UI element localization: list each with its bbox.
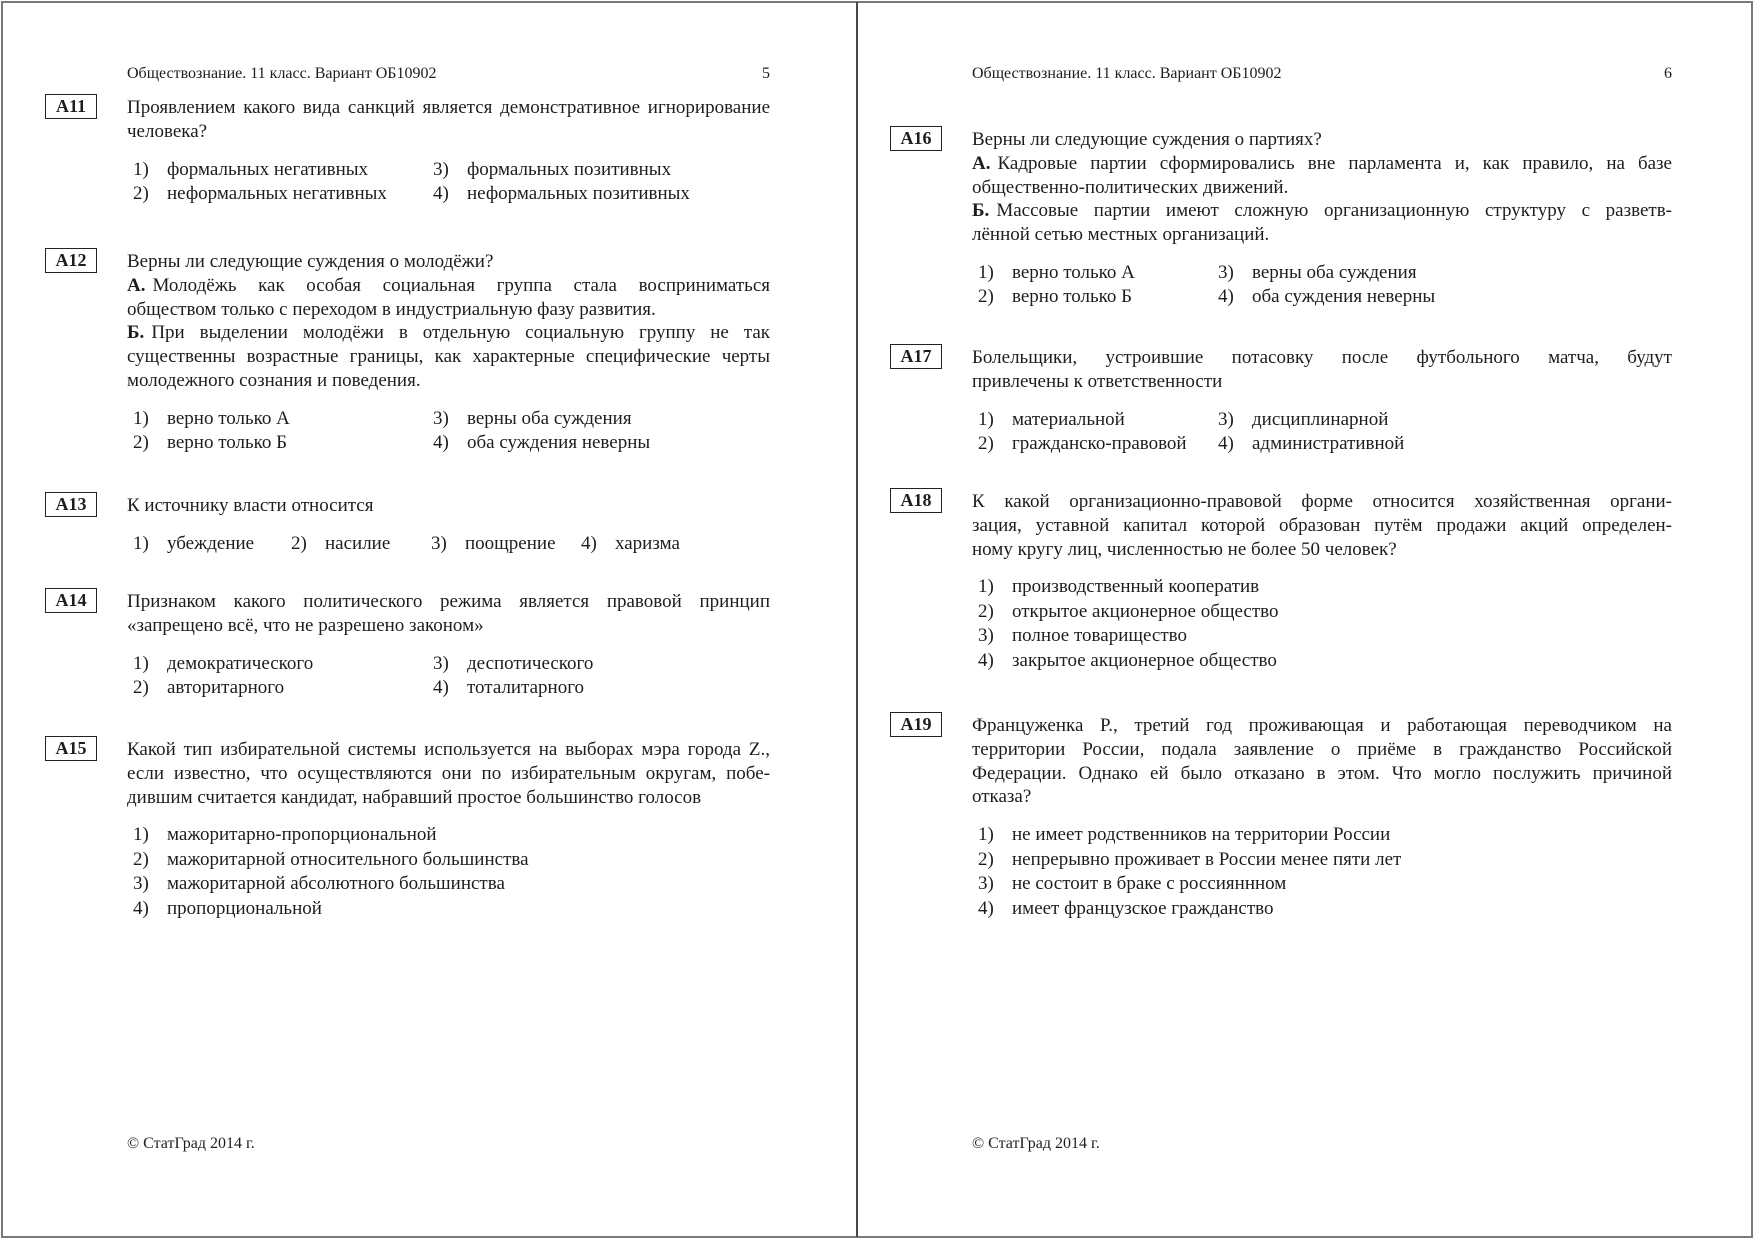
answer-options xyxy=(127,407,770,456)
question-block xyxy=(900,714,1672,921)
option-number: 3) xyxy=(431,532,447,554)
question-line-text: К источнику власти относится xyxy=(127,495,374,516)
page-header xyxy=(972,62,1672,86)
question-line-text: «запрещено всё, что не разрешено законом» xyxy=(127,614,484,636)
question-text-line xyxy=(127,345,770,369)
question-number-label: А17 xyxy=(900,346,932,366)
question-line-text: человека? xyxy=(127,120,208,142)
question-line-text: отказа? xyxy=(972,786,1032,808)
answer-option xyxy=(431,532,556,557)
question-block xyxy=(55,738,770,921)
option-number: 2) xyxy=(133,183,149,205)
option-label: непрерывно проживает в России менее пяти лет xyxy=(1012,848,1402,870)
question-line-text: лённой сетью местных организаций. xyxy=(972,224,1270,246)
option-label: гражданско-правовой xyxy=(1012,433,1187,455)
question-text xyxy=(972,346,1672,394)
option-number: 4) xyxy=(133,897,149,919)
option-label: верно только Б xyxy=(1012,286,1133,308)
question-text-line xyxy=(127,762,770,786)
option-number: 2) xyxy=(978,848,994,870)
option-number: 4) xyxy=(433,432,449,454)
option-label: верно только Б xyxy=(167,432,288,454)
option-label: мажоритарной относительного большинства xyxy=(167,848,529,870)
answer-option xyxy=(1218,432,1672,457)
answer-option xyxy=(433,407,770,432)
answer-option xyxy=(978,261,1218,286)
page-number: 5 xyxy=(762,65,770,82)
option-label: демократического xyxy=(167,652,314,674)
option-label: верно только А xyxy=(1012,261,1135,283)
options-row xyxy=(978,261,1672,286)
question-number-label: А15 xyxy=(55,738,87,758)
page-number: 6 xyxy=(1664,65,1672,82)
question-number-box xyxy=(45,588,97,613)
option-number: 3) xyxy=(978,873,994,895)
question-text xyxy=(972,128,1672,247)
question-text-line xyxy=(972,714,1672,738)
option-number: 3) xyxy=(433,158,449,180)
options-row xyxy=(978,649,1672,674)
answer-options xyxy=(127,652,770,701)
option-number: 1) xyxy=(133,158,149,180)
question-text xyxy=(127,738,770,809)
question-text xyxy=(972,714,1672,809)
options-row xyxy=(978,872,1672,897)
question-text-line xyxy=(127,494,770,518)
question-text-line xyxy=(127,120,770,144)
options-row xyxy=(978,600,1672,625)
question-number-box xyxy=(45,736,97,761)
page-header-title: Обществознание. 11 класс. Вариант ОБ10902 xyxy=(972,65,1282,82)
option-number: 3) xyxy=(133,873,149,895)
question-block xyxy=(55,250,770,456)
question-number-label: А11 xyxy=(55,96,86,116)
option-number: 3) xyxy=(978,625,994,647)
page-divider-line xyxy=(856,2,858,1237)
question-line-text: К какой организационно-правовой форме относится хозяйственная органи- xyxy=(972,491,1672,512)
question-line-text: молодежного сознания и поведения. xyxy=(127,369,421,391)
answer-options xyxy=(972,408,1672,457)
answer-options xyxy=(127,158,770,207)
option-number: 2) xyxy=(133,848,149,870)
option-label: неформальных позитивных xyxy=(467,183,690,205)
option-number: 3) xyxy=(1218,408,1234,430)
option-number: 3) xyxy=(433,407,449,429)
answer-option xyxy=(1218,261,1672,286)
option-number: 1) xyxy=(133,407,149,429)
question-text-line xyxy=(127,321,770,345)
option-number: 1) xyxy=(133,532,149,554)
option-label: тоталитарного xyxy=(467,677,585,699)
question-number-box xyxy=(890,126,942,151)
answer-option xyxy=(978,897,1274,922)
option-number: 4) xyxy=(978,897,994,919)
option-number: 4) xyxy=(433,677,449,699)
answer-options xyxy=(972,261,1672,310)
question-block xyxy=(900,128,1672,310)
question-text xyxy=(127,590,770,638)
option-number: 2) xyxy=(978,286,994,308)
answer-option xyxy=(133,532,254,557)
options-row xyxy=(133,823,770,848)
answer-option xyxy=(433,158,770,183)
option-label: деспотического xyxy=(467,652,594,674)
question-text-line xyxy=(972,538,1672,562)
answer-option xyxy=(433,652,770,677)
question-text-line xyxy=(972,490,1672,514)
answer-options xyxy=(127,823,770,921)
option-number: 3) xyxy=(433,652,449,674)
answer-option xyxy=(978,624,1187,649)
page-header-title: Обществознание. 11 класс. Вариант ОБ10902 xyxy=(127,65,437,82)
answer-option xyxy=(978,285,1218,310)
question-line-text: Молодёжь как особая социальная группа стала восприниматься xyxy=(152,274,770,296)
option-number: 1) xyxy=(133,824,149,846)
answer-option xyxy=(1218,408,1672,433)
option-number: 3) xyxy=(1218,261,1234,283)
option-label: пропорциональной xyxy=(167,897,322,919)
statement-letter: Б. xyxy=(127,322,145,344)
option-label: административной xyxy=(1252,433,1405,455)
question-line-text: обществом только с переходом в индустриальную фазу развития. xyxy=(127,298,656,320)
question-line-text: привлечены к ответственности xyxy=(972,370,1223,392)
question-text-line xyxy=(127,274,770,298)
question-line-text: Кадровые партии сформировались вне парламента и, как правило, на базе xyxy=(997,152,1672,174)
options-row xyxy=(133,848,770,873)
question-text-line xyxy=(972,370,1672,394)
question-number-label: А16 xyxy=(900,128,932,148)
answer-option xyxy=(978,432,1218,457)
statement-letter: А. xyxy=(972,152,991,174)
option-label: материальной xyxy=(1012,408,1125,430)
question-line-text: Какой тип избирательной системы используется на выборах мэра города Z., xyxy=(127,739,770,760)
option-label: насилие xyxy=(325,532,391,554)
option-label: харизма xyxy=(615,532,680,554)
answer-option xyxy=(581,532,680,557)
options-row xyxy=(133,897,770,922)
question-number-box xyxy=(890,344,942,369)
question-text-line xyxy=(972,199,1672,223)
option-number: 2) xyxy=(133,432,149,454)
question-number-box xyxy=(45,94,97,119)
option-number: 4) xyxy=(433,183,449,205)
option-number: 2) xyxy=(978,433,994,455)
options-row xyxy=(978,285,1672,310)
answer-option xyxy=(978,600,1278,625)
answer-option xyxy=(133,652,433,677)
option-label: неформальных негативных xyxy=(167,183,387,205)
option-label: мажоритарно-пропорциональной xyxy=(167,824,437,846)
question-text-line xyxy=(127,369,770,393)
question-line-text: Болельщики, устроившие потасовку после футбольного матча, будут xyxy=(972,347,1672,368)
option-label: оба суждения неверны xyxy=(1252,286,1436,308)
question-text xyxy=(127,494,770,518)
option-number: 1) xyxy=(978,576,994,598)
answer-options xyxy=(972,575,1672,673)
question-number-label: А19 xyxy=(900,714,932,734)
options-row xyxy=(133,182,770,207)
question-line-text: существенны возрастные границы, как характерные специфические черты xyxy=(127,346,770,368)
question-number-label: А18 xyxy=(900,490,932,510)
page-footer: © СтатГрад 2014 г. xyxy=(127,1135,255,1152)
answer-option xyxy=(978,823,1390,848)
page-footer: © СтатГрад 2014 г. xyxy=(972,1135,1100,1152)
options-row xyxy=(978,848,1672,873)
answer-option xyxy=(433,182,770,207)
option-label: поощрение xyxy=(465,532,556,554)
statement-letter: А. xyxy=(127,274,146,296)
answer-option xyxy=(133,158,433,183)
question-line-text: Француженка Р., третий год проживающая и работающая переводчиком на xyxy=(972,715,1672,736)
option-label: верно только А xyxy=(167,407,290,429)
question-text-line xyxy=(127,738,770,762)
options-row xyxy=(133,407,770,432)
option-number: 2) xyxy=(291,532,307,554)
question-block xyxy=(900,346,1672,457)
option-label: оба суждения неверны xyxy=(467,432,651,454)
options-row xyxy=(978,823,1672,848)
question-text-line xyxy=(972,128,1672,152)
answer-option xyxy=(1218,285,1672,310)
question-text-line xyxy=(127,590,770,614)
options-row xyxy=(133,652,770,677)
page-header xyxy=(127,62,770,86)
answer-option xyxy=(978,408,1218,433)
question-line-text: дившим считается кандидат, набравший простое большинство голосов xyxy=(127,786,702,808)
question-text xyxy=(127,250,770,393)
question-line-text: Признаком какого политического режима является правовой принцип xyxy=(127,591,770,612)
answer-options xyxy=(127,532,770,557)
options-row xyxy=(133,532,770,557)
question-text xyxy=(972,490,1672,561)
question-text-line xyxy=(972,785,1672,809)
option-number: 1) xyxy=(133,652,149,674)
answer-option xyxy=(133,823,437,848)
options-row xyxy=(133,872,770,897)
question-text xyxy=(127,96,770,144)
question-number-box xyxy=(890,488,942,513)
answer-option xyxy=(133,676,433,701)
question-block xyxy=(55,590,770,701)
options-row xyxy=(133,676,770,701)
question-number-box xyxy=(45,492,97,517)
question-line-text: ному кругу лиц, численностью не более 50 человек? xyxy=(972,538,1397,560)
options-row xyxy=(978,897,1672,922)
question-text-line xyxy=(972,223,1672,247)
option-number: 1) xyxy=(978,824,994,846)
option-label: формальных негативных xyxy=(167,158,369,180)
option-label: убеждение xyxy=(167,532,255,554)
answer-option xyxy=(978,848,1401,873)
option-label: не состоит в браке с россияннном xyxy=(1012,873,1287,895)
options-row xyxy=(133,431,770,456)
question-number-label: А14 xyxy=(55,590,87,610)
question-text-line xyxy=(127,614,770,638)
answer-option xyxy=(133,848,529,873)
question-line-text: Проявлением какого вида санкций является демонстративное игнорирование xyxy=(127,97,770,118)
answer-option xyxy=(978,575,1259,600)
option-number: 2) xyxy=(133,677,149,699)
question-line-text: общественно-политических движений. xyxy=(972,176,1289,198)
answer-option xyxy=(978,872,1286,897)
question-number-box xyxy=(45,248,97,273)
options-row xyxy=(978,408,1672,433)
option-label: производственный кооператив xyxy=(1012,576,1260,598)
option-number: 1) xyxy=(978,261,994,283)
question-line-text: При выделении молодёжи в отдельную социальную группу не так xyxy=(151,322,770,344)
question-text-line xyxy=(972,176,1672,200)
question-line-text: Массовые партии имеют сложную организационную структуру с разветв- xyxy=(996,200,1672,222)
option-label: дисциплинарной xyxy=(1252,408,1389,430)
question-line-text: если известно, что осуществляются они по избирательным округам, побе- xyxy=(127,762,770,784)
option-label: полное товарищество xyxy=(1012,625,1187,647)
question-text-line xyxy=(972,346,1672,370)
answer-option xyxy=(291,532,390,557)
options-row xyxy=(978,432,1672,457)
option-number: 1) xyxy=(978,408,994,430)
options-row xyxy=(978,624,1672,649)
answer-option xyxy=(133,407,433,432)
option-label: верны оба суждения xyxy=(1252,261,1417,283)
option-label: авторитарного xyxy=(167,677,285,699)
question-text-line xyxy=(127,298,770,322)
question-number-label: А13 xyxy=(55,494,87,514)
answer-option xyxy=(133,897,322,922)
answer-options xyxy=(972,823,1672,921)
question-line-text: Федерации. Однако ей было отказано в этом. Что могло послужить причиной xyxy=(972,762,1672,784)
option-label: формальных позитивных xyxy=(467,158,672,180)
option-number: 4) xyxy=(1218,286,1234,308)
question-block xyxy=(900,490,1672,673)
answer-option xyxy=(133,872,505,897)
question-text-line xyxy=(972,514,1672,538)
question-number-box xyxy=(890,712,942,737)
options-row xyxy=(978,575,1672,600)
question-line-text: Верны ли следующие суждения о молодёжи? xyxy=(127,251,494,272)
options-row xyxy=(133,158,770,183)
option-number: 4) xyxy=(978,649,994,671)
answer-option xyxy=(133,431,433,456)
answer-option xyxy=(433,431,770,456)
question-line-text: Верны ли следующие суждения о партиях? xyxy=(972,129,1322,150)
question-text-line xyxy=(127,786,770,810)
option-label: открытое акционерное общество xyxy=(1012,600,1279,622)
question-text-line xyxy=(127,96,770,120)
answer-option xyxy=(433,676,770,701)
question-block xyxy=(55,96,770,207)
option-number: 4) xyxy=(581,532,597,554)
question-block xyxy=(55,494,770,557)
option-number: 4) xyxy=(1218,433,1234,455)
option-number: 2) xyxy=(978,600,994,622)
question-number-label: А12 xyxy=(55,250,87,270)
question-line-text: территории России, подала заявление о приёме в гражданство Российской xyxy=(972,738,1672,760)
answer-option xyxy=(133,182,433,207)
option-label: не имеет родственников на территории России xyxy=(1012,824,1391,846)
option-label: верны оба суждения xyxy=(467,407,632,429)
question-text-line xyxy=(972,738,1672,762)
question-line-text: зация, уставной капитал которой образован путём продажи акций определен- xyxy=(972,514,1672,536)
option-label: имеет французское гражданство xyxy=(1012,897,1274,919)
question-text-line xyxy=(972,762,1672,786)
option-label: закрытое акционерное общество xyxy=(1012,649,1277,671)
question-text-line xyxy=(972,152,1672,176)
answer-option xyxy=(978,649,1277,674)
option-label: мажоритарной абсолютного большинства xyxy=(167,873,505,895)
question-text-line xyxy=(127,250,770,274)
statement-letter: Б. xyxy=(972,200,990,222)
